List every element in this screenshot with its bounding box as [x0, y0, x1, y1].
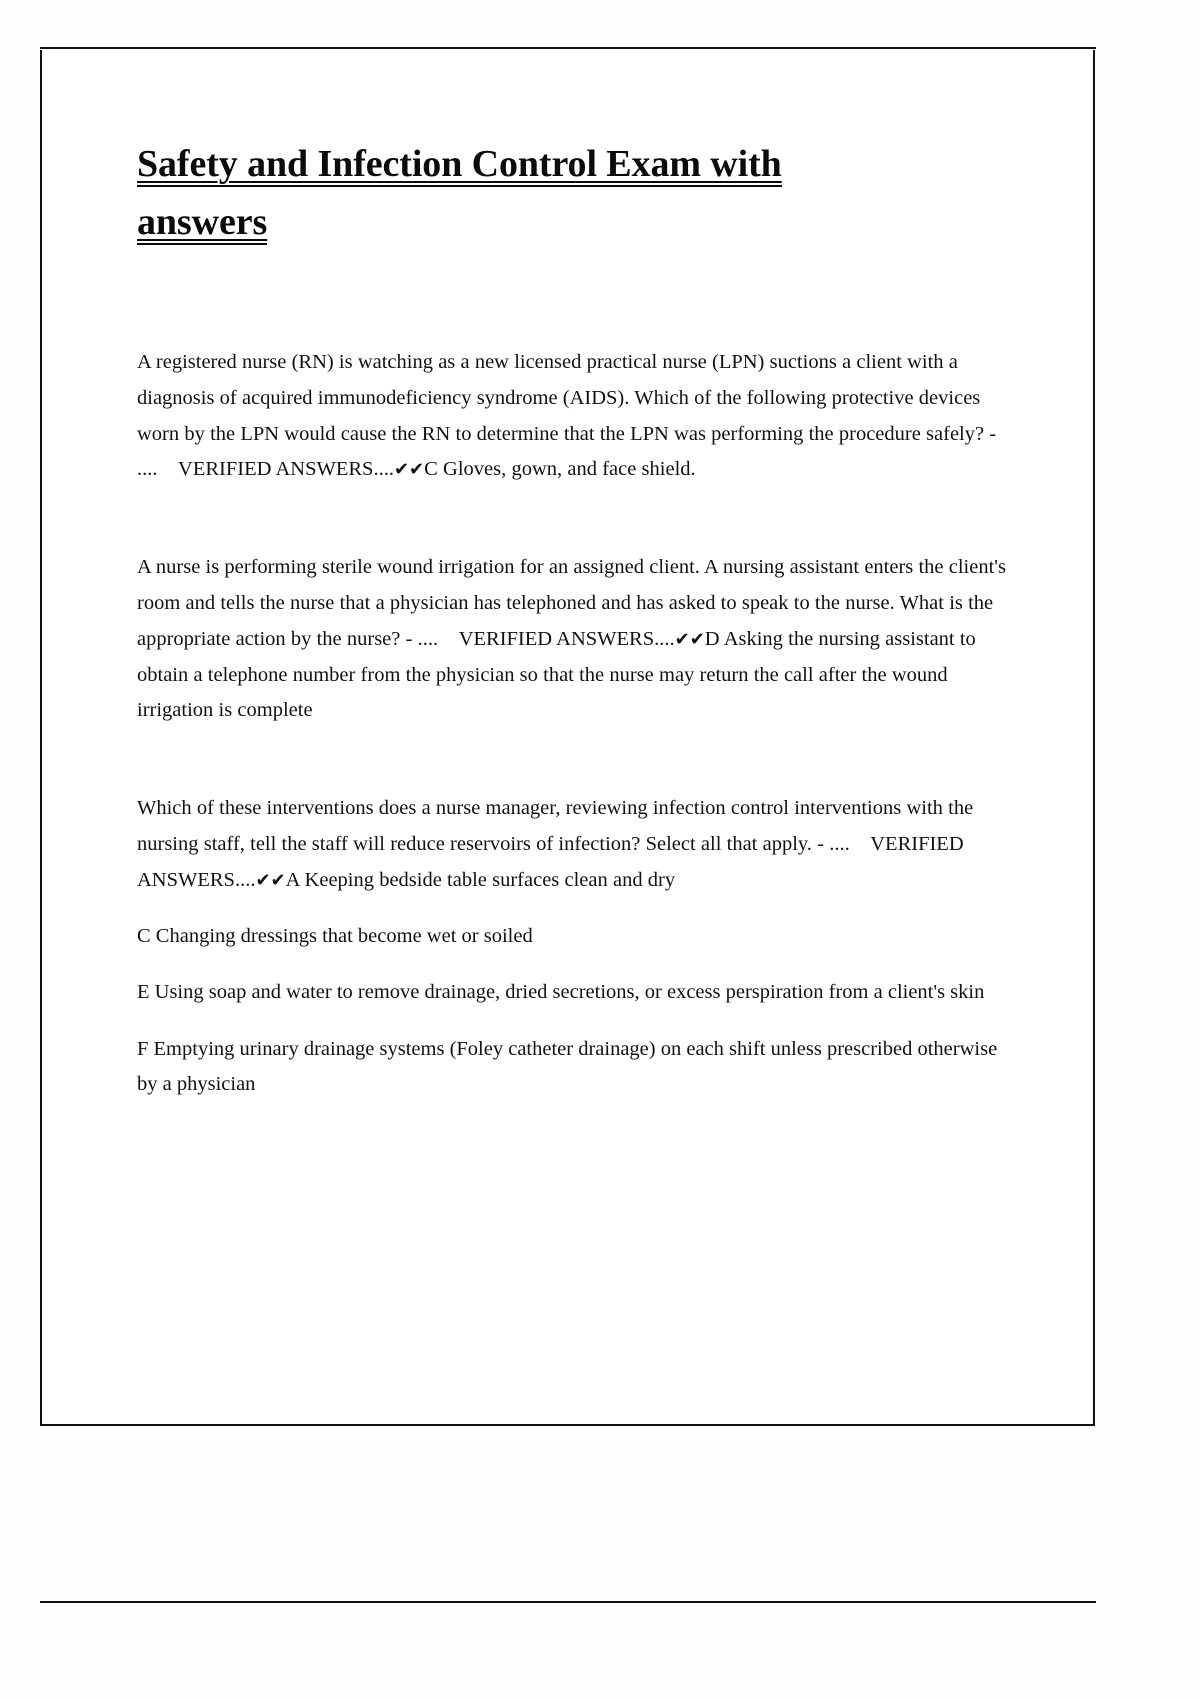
checkmark-icon-3: ✔✔ — [255, 869, 286, 891]
checkmark-icon-1: ✔✔ — [393, 459, 425, 481]
question-prompt-1: A registered nurse (RN) is watching as a new licensed practical nurse (LPN) suctions a client with a diagnosis of acquired immunodeficiency syndrome (AIDS). Which of the following protective devices worn by the LPN would cause the RN to determine that the LPN was performing the procedure safely? - .... — [137, 351, 997, 481]
page-title-text: Safety and Infection Control Exam with answers — [137, 143, 782, 243]
answer-option-f: F Emptying urinary drainage systems (Foley catheter drainage) on each shift unless prescribed otherwise by a physician — [137, 1037, 998, 1096]
answers-separator-3 — [850, 833, 871, 855]
document-content — [137, 135, 1007, 1124]
qa-block-3 — [137, 791, 1007, 898]
answers-separator-2 — [438, 628, 459, 650]
verified-answers-label-3: VERIFIED ANSWERS.... — [137, 832, 964, 891]
qa-block-1 — [137, 345, 1007, 488]
question-prompt-3: Which of these interventions does a nurse manager, reviewing infection control interventions with the nursing staff, tell the staff will reduce reservoirs of infection? Select all that apply. - .... — [137, 797, 974, 855]
verified-answers-label-2: VERIFIED ANSWERS.... — [458, 627, 675, 650]
answer-option-e: E Using soap and water to remove drainage, dried secretions, or excess perspiration from a client's skin — [137, 981, 985, 1004]
answer-text-3: A Keeping bedside table surfaces clean and dry — [285, 868, 676, 891]
question-prompt-2: A nurse is performing sterile wound irrigation for an assigned client. A nursing assistant enters the client's room and tells the nurse that a physician has telephoned and has asked to speak to the nurse. What is the appropriate action by the nurse? - .... — [137, 556, 1006, 650]
footer-rule — [40, 1601, 1096, 1603]
header-rule — [40, 47, 1096, 49]
qa-block-2 — [137, 550, 1007, 729]
page-title — [137, 135, 897, 251]
answers-separator-1 — [158, 458, 179, 480]
answer-text-1: C Gloves, gown, and face shield. — [424, 458, 696, 481]
document-frame — [40, 50, 1095, 1426]
answer-option-c: C Changing dressings that become wet or soiled — [137, 925, 533, 948]
checkmark-icon-2: ✔✔ — [674, 628, 705, 650]
answer-text-2: D Asking the nursing assistant to obtain a telephone number from the physician so that the nurse may return the call after the wound irrigation is complete — [137, 627, 976, 722]
verified-answers-label-1: VERIFIED ANSWERS.... — [178, 458, 394, 481]
